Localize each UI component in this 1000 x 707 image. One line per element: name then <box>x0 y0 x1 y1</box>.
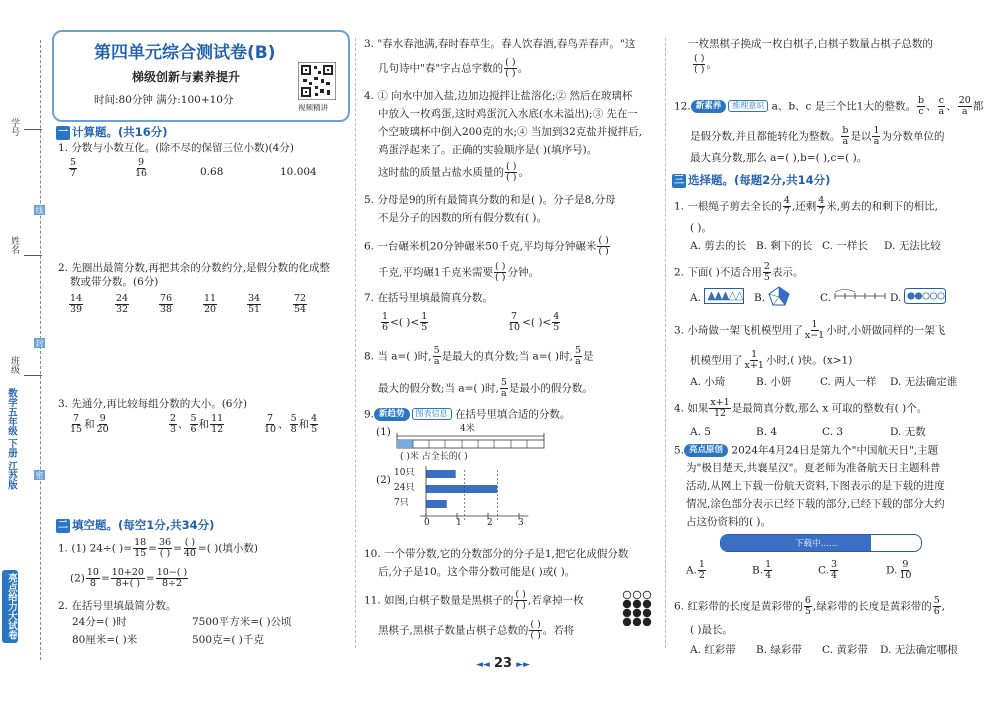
edition-label: 数学五年级 下册 江苏版 <box>6 388 17 490</box>
q7-prompt: 7. 在括号里填最简真分数。 <box>364 292 493 304</box>
bar-1 <box>426 485 497 493</box>
q1-prompt: 1. 分数与小数互化。(除不尽的保留三位小数)(4分) <box>58 142 294 154</box>
bar-2 <box>426 500 447 508</box>
c3-line2: 机模型用了 $\frac{1}{x+1}$ 小时,( )快。(x>1) <box>690 349 853 371</box>
q3-item: $\frac{7}{15}$ 和 $\frac{9}{20}$ <box>70 413 109 435</box>
c5-line2: 为"极目楚天,共襄星汉"。夏老师为准备航天日主题科普 <box>686 462 941 474</box>
cut-mark-3: 密 <box>35 471 44 479</box>
q2-item: $\frac{34}{51}$ <box>248 293 261 315</box>
c4-line1: 4. 如果 $\frac{x+1}{12}$ 是最简真分数,那么 x 可取的整数有( )个。 <box>674 397 928 419</box>
section-number: 三 <box>674 174 684 186</box>
number-line-figure <box>834 288 886 304</box>
name-label: 姓名 <box>9 236 19 254</box>
q4-line2: 中放入一枚鸡蛋,这时鸡蛋沉入水底(水未溢出);③ 先在一 <box>378 108 638 120</box>
c6-option-a[interactable]: A. 红彩带 <box>690 644 736 656</box>
q1-item: 10.004 <box>280 166 317 178</box>
cut-mark-2: 封 <box>35 339 44 347</box>
section-title: 填空题。(每空1分,共34分) <box>72 518 215 532</box>
c5-line1: 5. 亮点原创 2024年4月24日是第九个"中国航天日",主题 <box>674 444 939 457</box>
q8-line2: 最大的假分数;当 a=( )时, $\frac{5}{a}$ 是最小的假分数。 <box>378 377 593 399</box>
f2-item: 7500平方米=( )公顷 <box>192 616 292 628</box>
section-number: 一 <box>58 126 68 138</box>
q2-item: $\frac{14}{39}$ <box>70 293 83 315</box>
q11-line1: 11. 如图,白棋子数量是黑棋子的 $\frac{( )}{( )}$ ,若拿掉一枚 <box>364 589 584 611</box>
subtitle: 梯级创新与素养提升 <box>132 70 241 84</box>
q2-item: $\frac{24}{32}$ <box>116 293 129 315</box>
q1-item: $\frac{9}{16}$ <box>135 157 148 179</box>
c2-line1: 2. 下面( )不适合用 $\frac{2}{5}$ 表示。 <box>674 261 804 283</box>
f2-item: 24分=( )时 <box>72 616 127 628</box>
q10-line2: 后,分子是10。这个带分数可能是( )或( )。 <box>378 566 576 578</box>
bar-0 <box>426 470 456 478</box>
f1-line2: (2) $\frac{10}{8}$ = $\frac{10+20}{8+( )}$ = $\frac{10-( )}{8\div 2}$ <box>70 567 188 589</box>
c2-option-b[interactable]: B. <box>754 292 766 304</box>
q9-part1-label: (1) <box>376 426 391 438</box>
class-label: 班级 <box>9 356 19 374</box>
prev-arrow-icon: ◄◄ <box>476 660 490 670</box>
q2-item: $\frac{76}{38}$ <box>160 293 173 315</box>
chess-pieces-figure <box>622 590 652 626</box>
c3-option-d[interactable]: D. 无法确定谁 <box>890 376 958 388</box>
c6-option-d[interactable]: D. 无法确定哪根 <box>880 644 958 656</box>
qr-code-icon[interactable] <box>298 62 336 100</box>
q5-line1: 5. 分母是9的所有最简真分数的和是( )。分子是8,分母 <box>364 194 616 206</box>
q8-line1: 8. 当 a=( )时, $\frac{5}{a}$ 是最大的真分数;当 a=( )时, $\frac{5}{a}$ 是 <box>364 345 594 367</box>
c1-option-c[interactable]: C. 一样长 <box>822 240 868 252</box>
page-footer <box>476 656 530 671</box>
section-choice <box>672 172 830 188</box>
literacy-tag: 新素养 <box>691 100 727 113</box>
triangles-figure <box>704 288 744 304</box>
f2-prompt: 2. 在括号里填最简分数。 <box>58 600 177 612</box>
circles-figure <box>904 288 946 304</box>
c6-line2: ( )最长。 <box>690 624 734 636</box>
c5-option-b[interactable]: B. $\frac{1}{4}$ <box>752 559 772 581</box>
q7-item: $\frac{1}{6}$ <( )< $\frac{1}{5}$ <box>382 311 428 333</box>
c3-option-b[interactable]: B. 小妍 <box>756 376 792 388</box>
section-title: 选择题。(每题2分,共14分) <box>688 173 831 187</box>
student-id-label: 学号 <box>9 118 19 136</box>
section-title: 计算题。(共16分) <box>72 125 168 139</box>
q3-line1: 3. "春水春池满,春时春草生。春人饮春酒,春鸟弄春声。"这 <box>364 38 636 50</box>
c1-line2: ( )。 <box>690 222 713 234</box>
bar-label: 10只 <box>394 468 415 478</box>
axis-tick-label: 3 <box>518 518 524 528</box>
f2-item: 80厘米=( )米 <box>72 634 138 646</box>
c3-line1: 3. 小琦做一架飞机模型用了 $\frac{1}{x-1}$ 小时,小妍做同样的一架飞 <box>674 319 946 341</box>
c2-option-c[interactable]: C. <box>820 292 831 304</box>
time-score-info: 时间:80分钟 满分:100+10分 <box>94 94 234 106</box>
axis-tick-label: 0 <box>424 518 430 528</box>
title-box <box>52 30 350 122</box>
q1-item: $\frac{5}{7}$ <box>70 157 77 179</box>
pentagon-figure <box>768 286 790 306</box>
c6-option-c[interactable]: C. 黄彩带 <box>822 644 868 656</box>
download-progress-bar <box>720 534 922 552</box>
bar-label: 24只 <box>394 483 415 493</box>
c1-line1: 1. 一根绳子剪去全长的 $\frac{4}{7}$ ,还剩 $\frac{4}{7}$ 米,剪去的和剩下的相比, <box>674 195 938 217</box>
q4-line5: 这时盐的质量占盐水质量的 $\frac{( )}{( )}$ 。 <box>378 161 529 183</box>
q12-line2: 是假分数,并且都能转化为整数。 $\frac{b}{a}$ 是以 $\frac{1}{a}$ 为分数单位的 <box>690 125 945 147</box>
q12-line1: 12. 新素养 推理意识 a、b、c 是三个比1大的整数。 $\frac{b}{c}$ 、 $\frac{c}{a}$ 、 $\frac{20}{a}$ 都 <box>674 95 984 117</box>
brand-label: 亮点给力大试卷 <box>2 570 18 643</box>
q4-line3: 个空玻璃杯中倒入200克的水;④ 当加到32克盐并搅拌后, <box>378 126 643 138</box>
c5-line3: 活动,从网上下载一份航天资料,下图表示的是下载的进度 <box>686 480 945 492</box>
c4-option-b[interactable]: B. 4 <box>756 426 778 438</box>
q9-bars-svg <box>380 466 550 532</box>
section-calculation <box>56 124 168 140</box>
q6-line2: 千克,平均碾1千克米需要 $\frac{( )}{( )}$ 分钟。 <box>378 261 539 283</box>
page-title: 第四单元综合测试卷(B) <box>94 43 276 63</box>
c5-option-d[interactable]: D. $\frac{9}{10}$ <box>886 559 912 581</box>
binding-strip <box>0 0 46 707</box>
q7-item: $\frac{7}{10}$ <( )< $\frac{4}{5}$ <box>508 311 560 333</box>
q4-line4: 鸡蛋浮起来了。正确的实验顺序是( )(填序号)。 <box>378 144 598 156</box>
section-number: 二 <box>58 519 68 531</box>
column-divider <box>665 38 666 648</box>
q4-line1: 4. ① 向水中加入盐,边加边搅拌让盐溶化;② 然后在玻璃杯 <box>364 90 633 102</box>
bar-label: 7只 <box>394 498 409 508</box>
q2-prompt: 2. 先圈出最简分数,再把其余的分数约分,是假分数的化成整 <box>58 262 331 274</box>
c1-option-d[interactable]: D. 无法比较 <box>884 240 941 252</box>
cut-mark-1: 线 <box>35 206 44 214</box>
c6-option-b[interactable]: B. 绿彩带 <box>756 644 802 656</box>
axis-tick-label: 2 <box>487 518 493 528</box>
q9-length-bar <box>396 432 546 452</box>
q3-prompt: 3. 先通分,再比较每组分数的大小。(6分) <box>58 398 248 410</box>
c3-option-c[interactable]: C. 两人一样 <box>820 376 877 388</box>
c1-option-a[interactable]: A. 剪去的长 <box>690 240 747 252</box>
column-divider <box>355 38 356 648</box>
q9-prompt: 9. 新趋势 图表信息 在括号里填合适的分数。 <box>364 408 571 421</box>
q5-line2: 不是分子的因数的所有假分数有( )。 <box>378 212 548 224</box>
reasoning-tag: 推理意识 <box>728 100 768 112</box>
trend-tag: 新趋势 <box>374 408 410 421</box>
page-number: 23 <box>493 656 513 671</box>
q2-item: $\frac{11}{20}$ <box>204 293 217 315</box>
q9-part2-label: (2) <box>376 474 391 486</box>
section-fill-in <box>56 517 214 533</box>
c4-option-c[interactable]: C. 3 <box>822 426 844 438</box>
f1-line1: 1. (1) 24÷( )= $\frac{18}{15}$ = $\frac{36}{( )}$ = $\frac{( )}{40}$ =( )(填小数) <box>58 537 258 559</box>
qr-label: 视频精讲 <box>298 103 328 112</box>
q2-item: $\frac{72}{54}$ <box>294 293 307 315</box>
axis-tick-label: 1 <box>456 518 462 528</box>
q11-cont: 一枚黑棋子换成一枚白棋子,白棋子数量占棋子总数的 <box>688 38 933 50</box>
c3-option-a[interactable]: A. 小琦 <box>690 376 726 388</box>
q3-item: $\frac{2}{3}$ 、 $\frac{5}{6}$ 和 $\frac{11}{12}$ <box>170 413 224 435</box>
q6-line1: 6. 一台碾米机20分钟碾米50千克,平均每分钟碾米 $\frac{( )}{( )}$ <box>364 235 609 257</box>
c5-option-a[interactable]: A. $\frac{1}{2}$ <box>686 559 705 581</box>
q2-prompt-cont: 数或带分数。(6分) <box>70 276 159 288</box>
q12-line3: 最大真分数,那么 a=( ),b=( ),c=( )。 <box>690 152 868 164</box>
original-tag: 亮点原创 <box>684 444 728 457</box>
next-arrow-icon: ►► <box>516 660 531 670</box>
chart-info-tag: 图表信息 <box>412 408 452 420</box>
c4-option-d[interactable]: D. 无数 <box>890 426 926 438</box>
c4-option-a[interactable]: A. 5 <box>690 426 711 438</box>
q3-line2: 几句诗中"春"字占总字数的 $\frac{( )}{( )}$ 。 <box>378 57 529 79</box>
cut-line <box>40 40 41 660</box>
c2-option-a[interactable]: A. <box>690 292 701 304</box>
f2-item: 500克=( )千克 <box>192 634 264 646</box>
progress-label: 下载中…… <box>795 539 838 549</box>
c1-option-b[interactable]: B. 剩下的长 <box>756 240 813 252</box>
c5-option-c[interactable]: C. $\frac{3}{4}$ <box>818 559 838 581</box>
q10-line1: 10. 一个带分数,它的分数部分的分子是1,把它化成假分数 <box>364 548 629 560</box>
c6-line1: 6. 红彩带的长度是黄彩带的 $\frac{6}{5}$ ,绿彩带的长度是黄彩带的 $\frac{5}{6}$ , <box>674 595 946 617</box>
c5-line4: 情况,涂色部分表示已经下载的部分,已经下载的部分大约 <box>686 498 945 510</box>
q9-bar-chart <box>380 466 550 532</box>
c5-line5: 占这份资料的( )。 <box>686 516 772 528</box>
q9-total-length: 4米 <box>460 424 475 434</box>
c2-option-d[interactable]: D. <box>890 292 902 304</box>
q1-item: 0.68 <box>200 166 224 178</box>
q11-answer: $\frac{( )}{( )}$ 。 <box>694 53 717 75</box>
q11-line2: 黑棋子,黑棋子数量占棋子总数的 $\frac{( )}{( )}$ 。若将 <box>378 619 575 641</box>
q9-part1-answer: ( )米 占全长的( ) <box>400 452 468 462</box>
q3-item: $\frac{7}{10}$ 、 $\frac{5}{8}$ 和 $\frac{4}{5}$ <box>264 413 318 435</box>
